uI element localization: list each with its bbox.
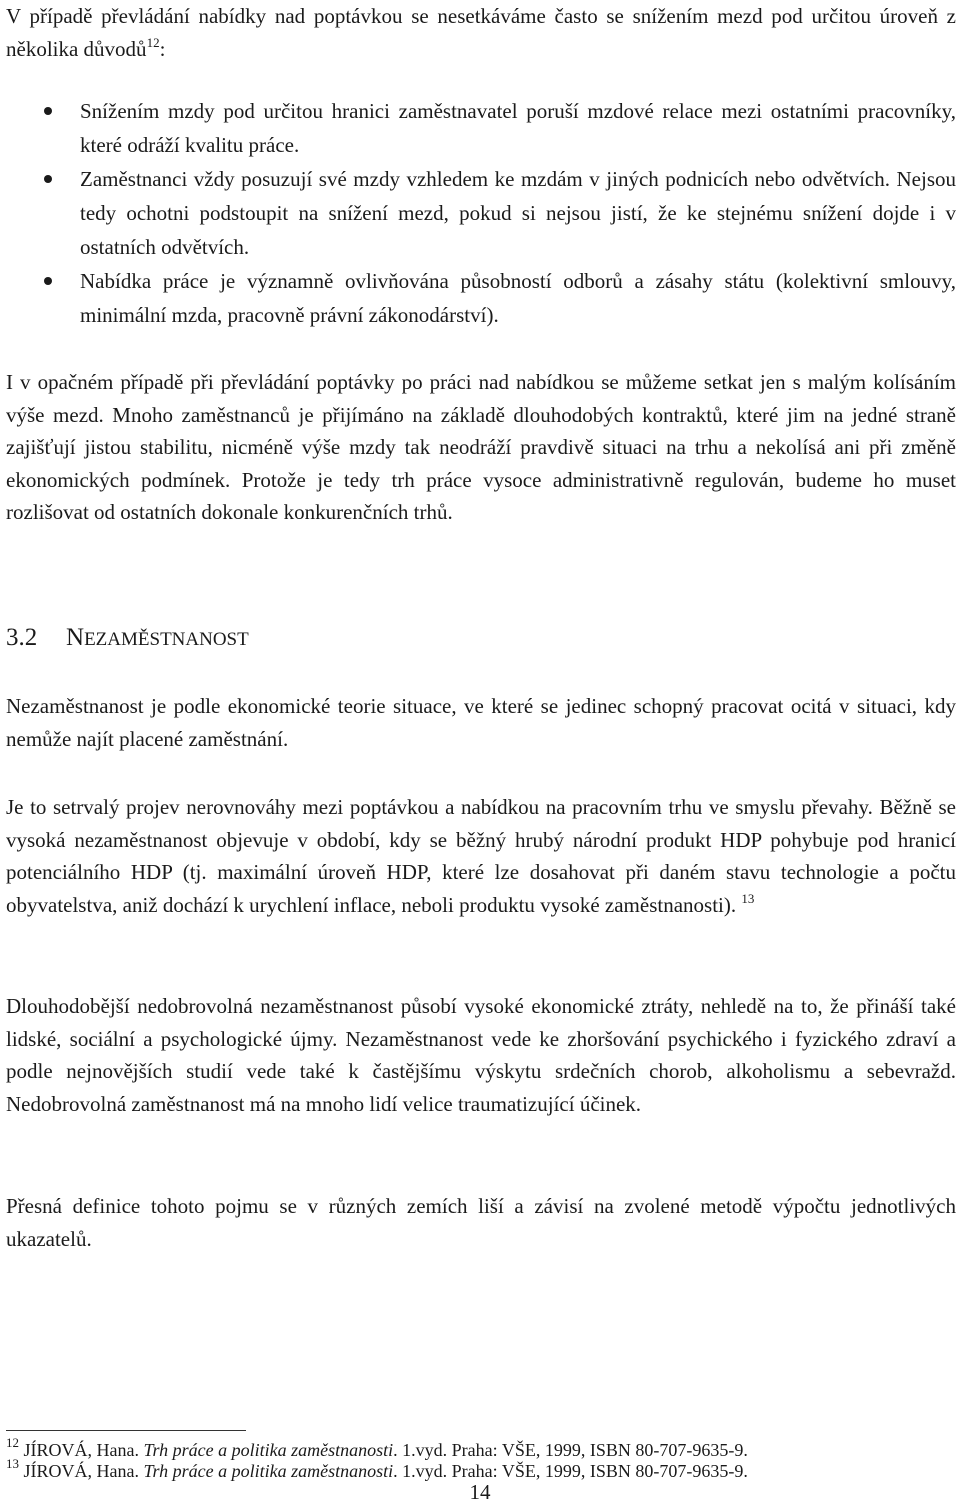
paragraph-longterm: Dlouhodobější nedobrovolná nezaměstnanost působí vysoké ekonomické ztráty, nehledě na to, že přináší také lidské, sociální a psychologické újmy. Nezaměstnanost vede ke zhoršování psychického i fyzického zdraví a podle nejnovějších studií vede také k častějšímu výskytu srdečních chorob, alkoholismu a sebevražd. Nedobrovolná zaměstnanost má na mnoho lidí velice traumatizující účinek. bbox=[6, 994, 956, 1116]
footnote-details: . 1.vyd. Praha: VŠE, 1999, ISBN 80-707-9635-9. bbox=[393, 1440, 748, 1460]
section-number: 3.2 bbox=[6, 624, 38, 651]
intro-text: V případě převládání nabídky nad poptávkou se nesetkáváme často se snížením mezd pod určitou úroveň z několika důvodů bbox=[6, 4, 956, 61]
footnote-details: . 1.vyd. Praha: VŠE, 1999, ISBN 80-707-9635-9. bbox=[393, 1461, 748, 1481]
list-item-text: Snížením mzdy pod určitou hranici zaměstnavatel poruší mzdové relace mezi ostatními pracovníky, které odráží kvalitu práce. bbox=[80, 99, 956, 157]
bullet-icon bbox=[44, 175, 52, 183]
list-item-text: Zaměstnanci vždy posuzují své mzdy vzhledem ke mzdám v jiných podnicích nebo odvětvích. Nejsou tedy ochotni podstoupit na snížení mezd, pokud si nejsou jistí, že ke stejnému snížení dojde i v ostatních odvětvích. bbox=[80, 167, 956, 259]
footnote-number: 13 bbox=[6, 1456, 19, 1471]
paragraph-imbalance-text: Je to setrvalý projev nerovnováhy mezi poptávkou a nabídkou na pracovním trhu ve smyslu převahy. Běžně se vysoká nezaměstnanost objevuje v období, kdy se běžný hrubý národní produkt HDP pohybuje pod hranicí potenciálního HDP (tj. maximální úroveň HDP, které lze dosahovat při daném stavu technologie a počtu obyvatelstva, aniž dochází k urychlení inflace, neboli produktu vysoké zaměstnanosti). bbox=[6, 795, 956, 917]
footnote-author: JÍROVÁ, Hana. bbox=[23, 1461, 139, 1481]
intro-paragraph bbox=[6, 0, 956, 65]
list-item-text: Nabídka práce je významně ovlivňována působností odborů a zásahy státu (kolektivní smlouvy, minimální mzda, pracovně právní zákonodárství). bbox=[80, 269, 956, 327]
paragraph-precise: Přesná definice tohoto pojmu se v různých zemích liší a závisí na zvolené metodě výpočtu jednotlivých ukazatelů. bbox=[6, 1194, 956, 1251]
paragraph-imbalance bbox=[6, 791, 956, 921]
footnote-author: JÍROVÁ, Hana. bbox=[23, 1440, 139, 1460]
footnote-12 bbox=[6, 1435, 956, 1460]
list-item bbox=[0, 94, 956, 162]
section-heading bbox=[6, 622, 249, 656]
footnote-number: 12 bbox=[6, 1435, 19, 1450]
footnote-ref-13[interactable]: 13 bbox=[741, 890, 755, 906]
footnote-title: Trh práce a politika zaměstnanosti bbox=[143, 1461, 394, 1481]
list-item bbox=[0, 264, 956, 332]
bullet-icon bbox=[44, 107, 52, 115]
bullet-list bbox=[0, 94, 956, 332]
page-number: 14 bbox=[469, 1480, 491, 1504]
footnote-13 bbox=[6, 1456, 956, 1481]
paragraph-definition: Nezaměstnanost je podle ekonomické teorie situace, ve které se jedinec schopný pracovat ocitá v situaci, kdy nemůže najít placené zaměstnání. bbox=[6, 694, 956, 751]
bullet-icon bbox=[44, 277, 52, 285]
section-title-initial: N bbox=[66, 624, 85, 651]
paragraph-opposite: I v opačném případě při převládání poptávky po práci nad nabídkou se můžeme setkat jen s malým kolísáním výše mezd. Mnoho zaměstnanců je přijímáno na základě dlouhodobých kontraktů, které jim na jedné straně zajišťují jistou stabilitu, nicméně výše mzdy tak neodráží pravdivě situaci na trhu a nekolísá ani při změně ekonomických podmínek. Protože je tedy trh práce vysoce administrativně regulován, budeme ho muset rozlišovat od ostatních dokonale konkurenčních trhů. bbox=[6, 370, 956, 524]
footnote-title: Trh práce a politika zaměstnanosti bbox=[143, 1440, 394, 1460]
list-item bbox=[0, 162, 956, 264]
section-title-rest: EZAMĚSTNANOST bbox=[84, 629, 249, 650]
footnote-divider bbox=[6, 1430, 246, 1431]
intro-suffix: : bbox=[159, 36, 166, 61]
footnote-ref-12[interactable]: 12 bbox=[146, 34, 160, 50]
